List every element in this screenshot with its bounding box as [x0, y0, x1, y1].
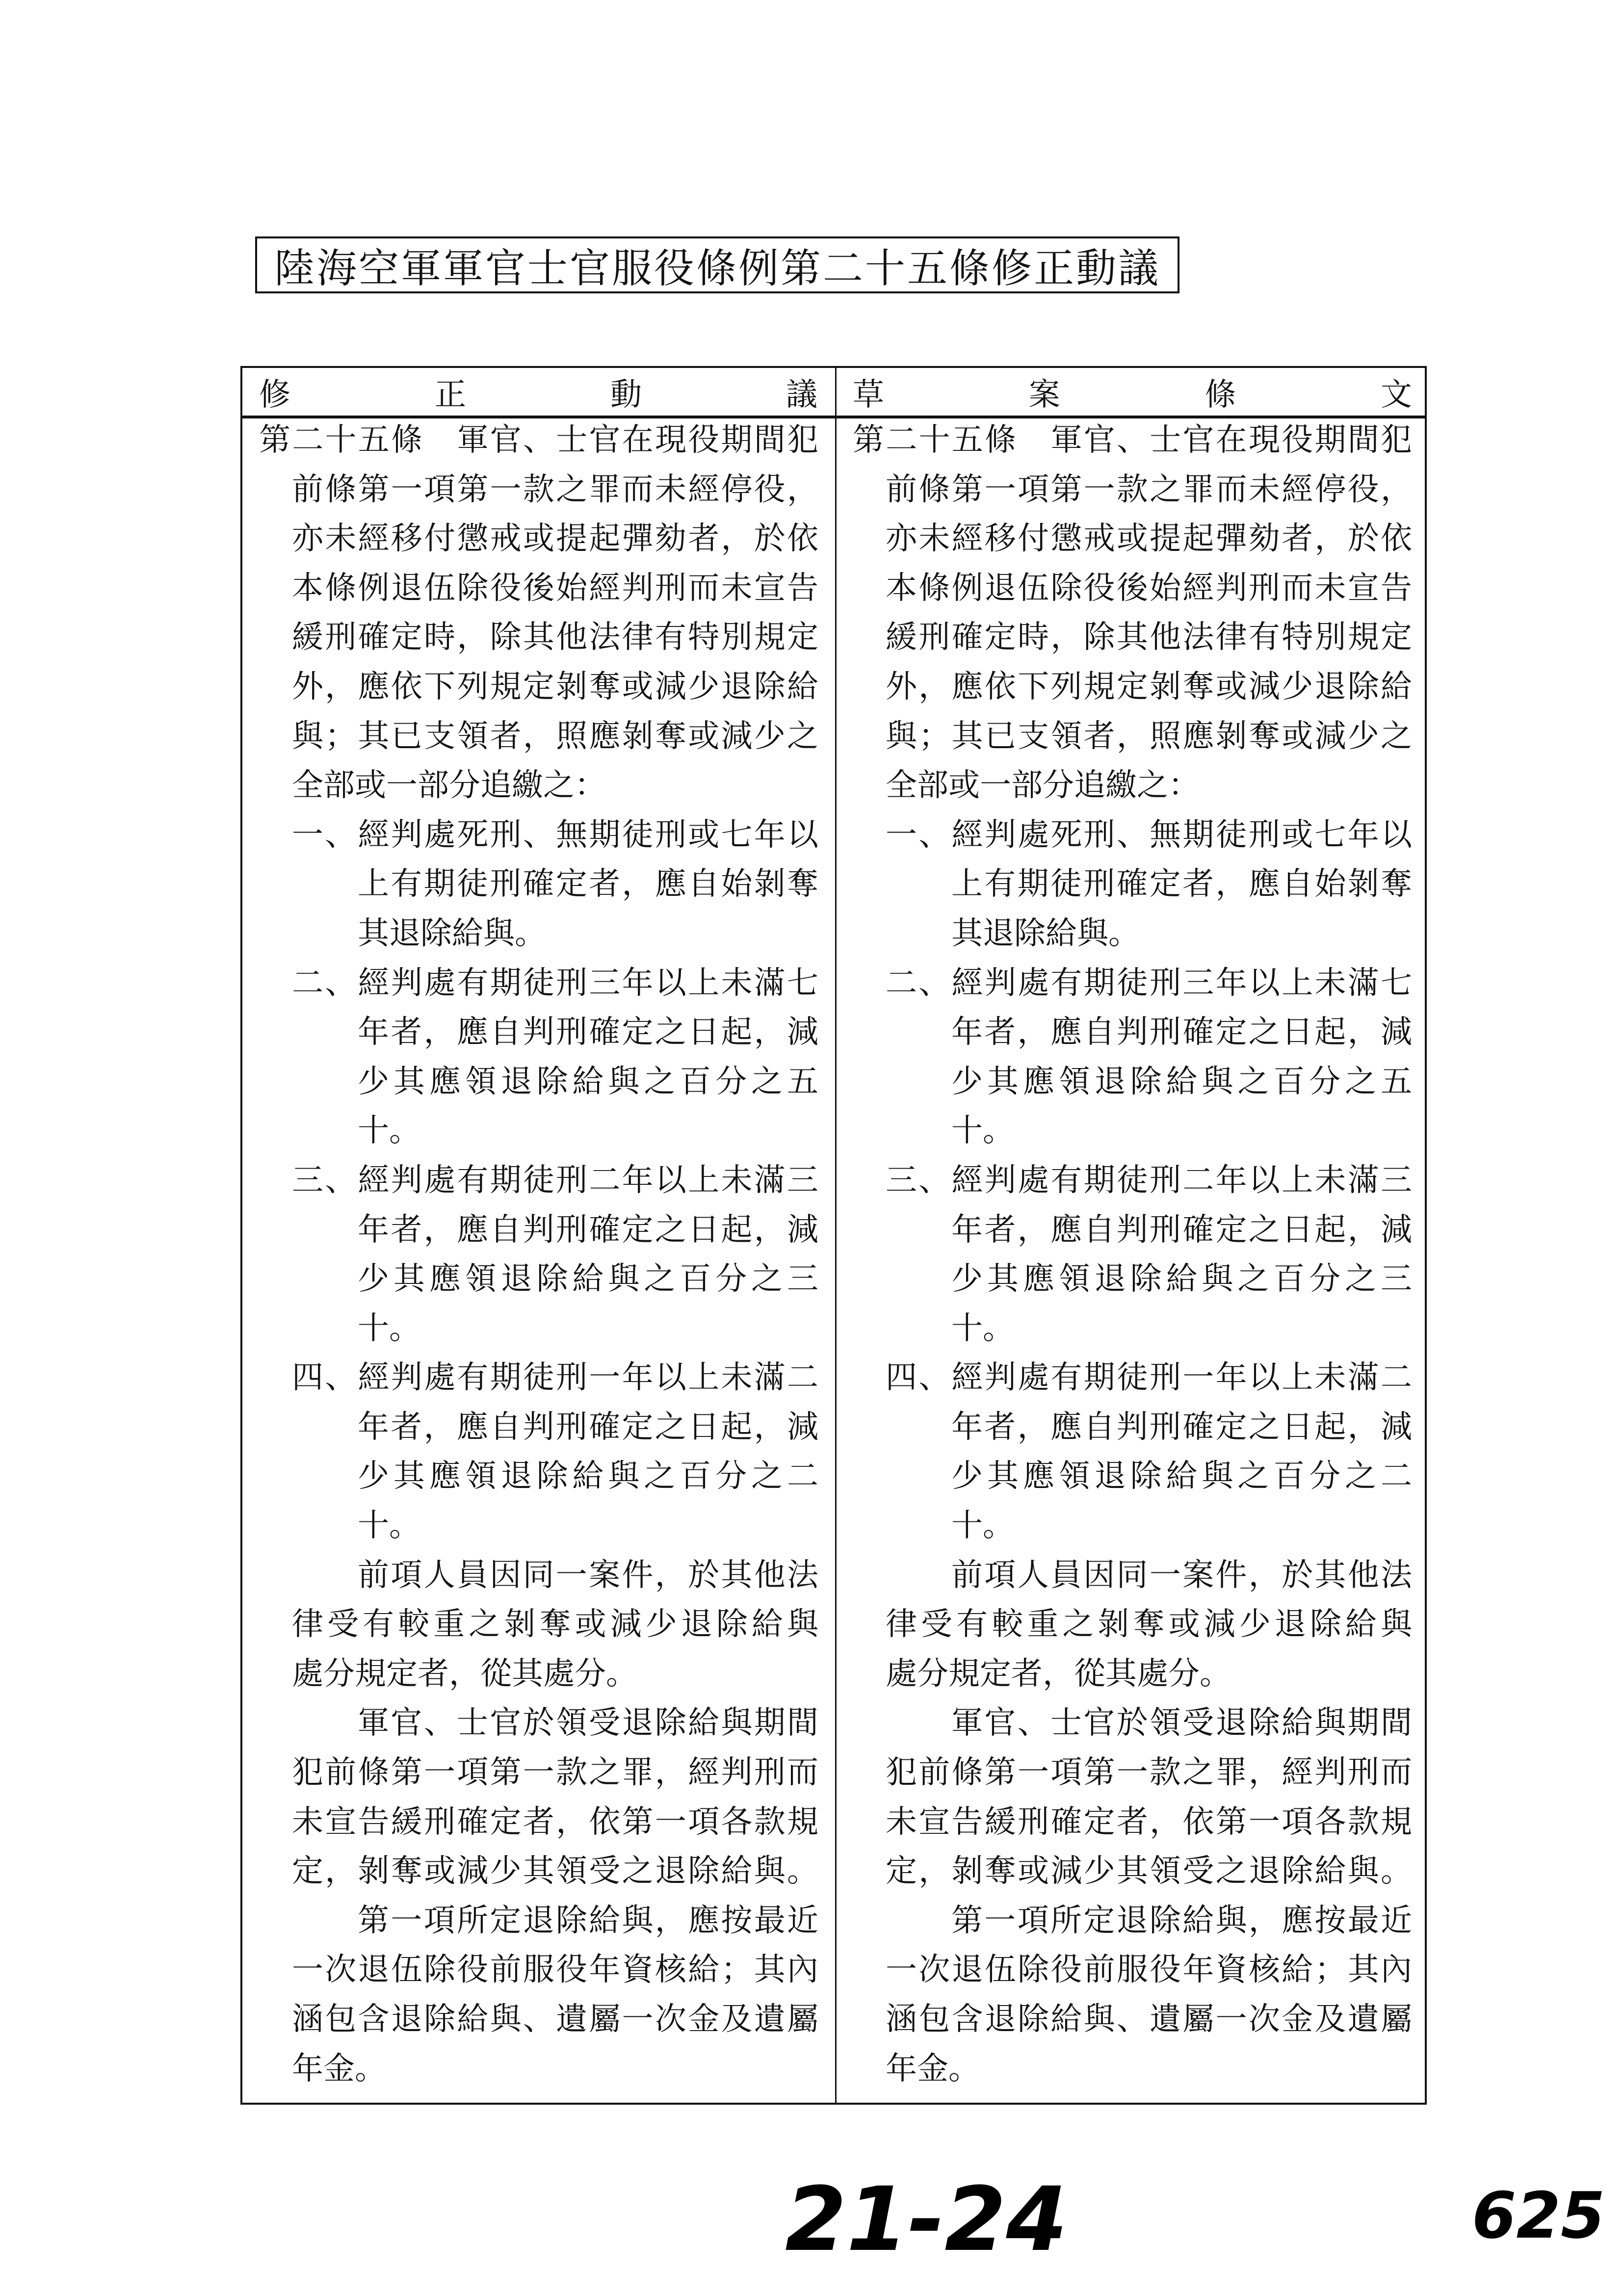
text-line: 處分規定者，從其處分。 [886, 1655, 1231, 1692]
text-line: 緩刑確定時，除其他法律有特別規定 [292, 619, 818, 656]
text-line: 十。 [358, 1113, 420, 1149]
text-line: 未宣告緩刑確定者，依第一項各款規 [292, 1803, 818, 1840]
text-line: 第一項所定退除給與，應按最近 [951, 1902, 1412, 1939]
text-line: 本條例退伍除役後始經判刑而未宣告 [292, 570, 818, 606]
text-line: 二、經判處有期徒刑三年以上未滿七 [292, 965, 818, 1001]
text-line: 一次退伍除役前服役年資核給；其內 [292, 1952, 818, 1988]
comparison-table [240, 366, 1427, 2105]
text-line: 第二十五條 軍官、士官在現役期間犯 [259, 422, 818, 458]
text-line: 年金。 [292, 2050, 386, 2087]
text-line: 第一項所定退除給與，應按最近 [358, 1902, 818, 1939]
text-line: 前條第一項第一款之罪而未經停役， [886, 471, 1412, 508]
text-line: 其退除給與。 [951, 915, 1140, 952]
text-line: 與；其已支領者，照應剝奪或減少之 [292, 718, 818, 755]
text-line: 年者，應自判刑確定之日起，減 [951, 1014, 1412, 1051]
text-line: 外，應依下列規定剝奪或減少退除給 [292, 668, 818, 705]
text-line: 與；其已支領者，照應剝奪或減少之 [886, 718, 1412, 755]
text-line: 二、經判處有期徒刑三年以上未滿七 [886, 965, 1412, 1001]
text-line: 軍官、士官於領受退除給與期間 [951, 1705, 1412, 1742]
header-char: 修 [259, 376, 290, 413]
text-line: 年金。 [886, 2050, 980, 2087]
text-line: 未宣告緩刑確定者，依第一項各款規 [886, 1803, 1412, 1840]
text-line: 前條第一項第一款之罪而未經停役， [292, 471, 818, 508]
text-line: 緩刑確定時，除其他法律有特別規定 [886, 619, 1412, 656]
text-line: 少其應領退除給與之百分之二 [951, 1458, 1412, 1495]
text-line: 定，剝奪或減少其領受之退除給與。 [886, 1853, 1412, 1890]
text-line: 三、經判處有期徒刑二年以上未滿三 [886, 1162, 1412, 1199]
text-line: 其退除給與。 [358, 915, 546, 952]
text-line: 全部或一部分追繳之： [292, 767, 606, 804]
text-line: 十。 [951, 1508, 1014, 1544]
header-char: 案 [1028, 376, 1060, 413]
amendment-motion-column [259, 416, 818, 2093]
table-header-row [242, 368, 1425, 418]
document-title: 陸海空軍軍官士官服役條例第二十五條修正動議 [255, 236, 1179, 293]
text-line: 一次退伍除役前服役年資核給；其內 [886, 1952, 1412, 1988]
text-line: 犯前條第一項第一款之罪，經判刑而 [292, 1754, 818, 1791]
text-line: 犯前條第一項第一款之罪，經判刑而 [886, 1754, 1412, 1791]
text-line: 亦未經移付懲戒或提起彈劾者，於依 [292, 521, 818, 557]
text-line: 處分規定者，從其處分。 [292, 1655, 637, 1692]
text-line: 上有期徒刑確定者，應自始剝奪 [951, 866, 1412, 903]
text-line: 十。 [951, 1113, 1014, 1149]
text-line: 前項人員因同一案件，於其他法 [951, 1557, 1412, 1593]
header-draft-article [853, 368, 1412, 416]
text-line: 外，應依下列規定剝奪或減少退除給 [886, 668, 1412, 705]
text-line: 涵包含退除給與、遺屬一次金及遺屬 [886, 2001, 1412, 2037]
text-line: 一、經判處死刑、無期徒刑或七年以 [886, 816, 1412, 853]
text-line: 年者，應自判刑確定之日起，減 [951, 1409, 1412, 1445]
text-line: 少其應領退除給與之百分之三 [951, 1261, 1412, 1298]
header-char: 條 [1205, 376, 1236, 413]
text-line: 十。 [358, 1508, 420, 1544]
text-line: 前項人員因同一案件，於其他法 [358, 1557, 818, 1593]
text-line: 律受有較重之剝奪或減少退除給與 [292, 1606, 818, 1643]
text-line: 第二十五條 軍官、士官在現役期間犯 [853, 422, 1412, 458]
text-line: 年者，應自判刑確定之日起，減 [358, 1211, 818, 1248]
text-line: 少其應領退除給與之百分之五 [951, 1063, 1412, 1100]
text-line: 一、經判處死刑、無期徒刑或七年以 [292, 816, 818, 853]
header-char: 文 [1380, 376, 1412, 413]
text-line: 全部或一部分追繳之： [886, 767, 1200, 804]
handwritten-page-number: 625 [1472, 2178, 1605, 2253]
text-line: 亦未經移付懲戒或提起彈劾者，於依 [886, 521, 1412, 557]
text-line: 四、經判處有期徒刑一年以上未滿二 [292, 1359, 818, 1396]
text-line: 軍官、士官於領受退除給與期間 [358, 1705, 818, 1742]
header-char: 動 [610, 376, 642, 413]
text-line: 三、經判處有期徒刑二年以上未滿三 [292, 1162, 818, 1199]
handwritten-page-range: 21-24 [785, 2168, 1068, 2271]
text-line: 律受有較重之剝奪或減少退除給與 [886, 1606, 1412, 1643]
column-divider [835, 368, 837, 2103]
text-line: 定，剝奪或減少其領受之退除給與。 [292, 1853, 818, 1890]
text-line: 少其應領退除給與之百分之二 [358, 1458, 818, 1495]
text-line: 少其應領退除給與之百分之五 [358, 1063, 818, 1100]
text-line: 年者，應自判刑確定之日起，減 [358, 1409, 818, 1445]
header-char: 草 [853, 376, 884, 413]
text-line: 年者，應自判刑確定之日起，減 [358, 1014, 818, 1051]
text-line: 十。 [358, 1310, 420, 1347]
header-char: 正 [435, 376, 466, 413]
header-amendment-motion [259, 368, 817, 416]
header-char: 議 [786, 376, 817, 413]
text-line: 年者，應自判刑確定之日起，減 [951, 1211, 1412, 1248]
text-line: 上有期徒刑確定者，應自始剝奪 [358, 866, 818, 903]
draft-article-column [853, 416, 1412, 2093]
text-line: 本條例退伍除役後始經判刑而未宣告 [886, 570, 1412, 606]
text-line: 四、經判處有期徒刑一年以上未滿二 [886, 1359, 1412, 1396]
text-line: 涵包含退除給與、遺屬一次金及遺屬 [292, 2001, 818, 2037]
text-line: 十。 [951, 1310, 1014, 1347]
text-line: 少其應領退除給與之百分之三 [358, 1261, 818, 1298]
